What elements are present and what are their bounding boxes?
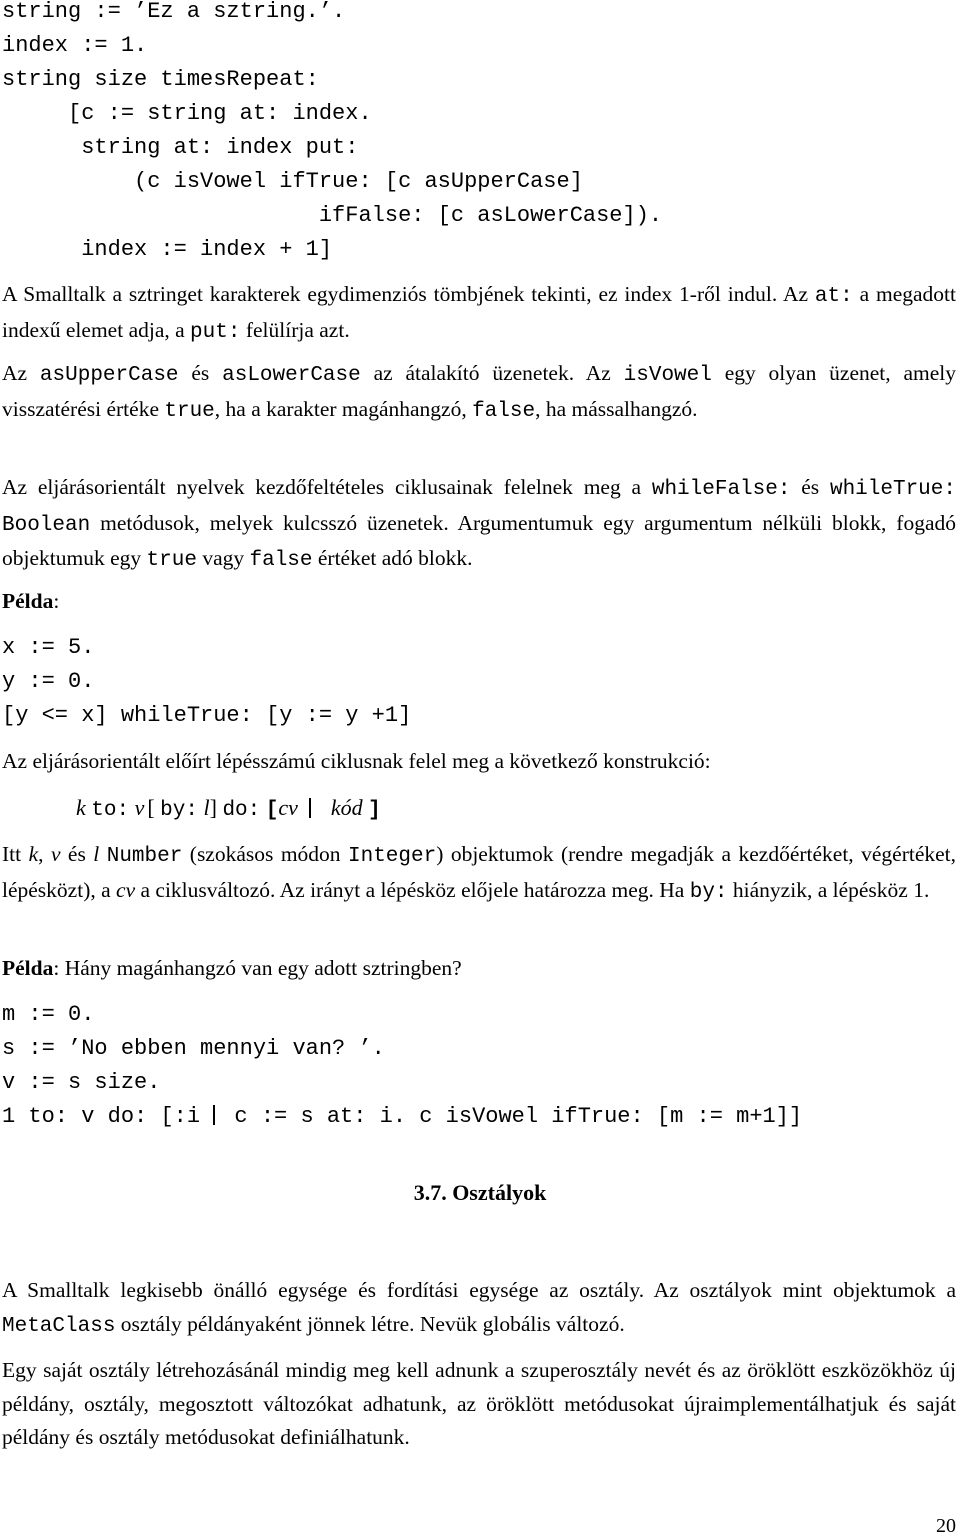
text-run: felülírja azt. xyxy=(240,317,350,342)
code-run: true xyxy=(164,399,215,423)
code-line: index := index + 1] xyxy=(2,237,333,262)
code-run: c := s at: i. c isVowel ifTrue: [m := m+1]] xyxy=(221,1104,803,1129)
example-label xyxy=(2,585,956,619)
code-run: asLowerCase xyxy=(222,364,361,387)
paragraph-case-conversion xyxy=(2,357,956,428)
code-line: string at: index put: xyxy=(2,135,359,160)
code-run: at: xyxy=(814,285,853,308)
text-run: a megadott indexű elemet adja, a xyxy=(2,282,956,342)
italic-run: v xyxy=(50,842,61,866)
text-run: , ha mássalhangzó. xyxy=(535,396,698,421)
text-run: , xyxy=(38,842,51,866)
code-run: MetaClass xyxy=(2,1314,116,1338)
code-run: by: xyxy=(689,880,728,904)
section-heading: 3.7. Osztályok xyxy=(413,1180,547,1205)
text-run: osztály példányaként jönnek létre. Nevük globális változó. xyxy=(115,1311,625,1336)
text-run: Itt xyxy=(2,842,29,866)
text-run: , ha a karakter magánhangzó, xyxy=(214,396,473,421)
code-line: (c isVowel ifTrue: [c asUpperCase] xyxy=(2,169,583,194)
example-label-bold: Példa xyxy=(2,589,54,613)
code-line: [c := string at: index. xyxy=(2,101,372,126)
example-2 xyxy=(2,952,956,986)
italic-run: l xyxy=(93,842,100,866)
bracket: ] xyxy=(209,795,217,820)
for-loop-construct xyxy=(76,791,676,828)
bracket: [ xyxy=(265,799,279,822)
text-run: ) objektumok (rendre megadják a kezdőértéket, végértéket, lépésközt), a xyxy=(2,842,957,902)
code-run: put: xyxy=(190,320,241,344)
code-line: string := ’Ez a sztring.’. xyxy=(2,0,346,24)
code-run: isVowel xyxy=(623,364,712,387)
code-line: string size timesRepeat: xyxy=(2,67,319,92)
text-run: és xyxy=(60,842,94,866)
code-run: Integer xyxy=(348,845,437,868)
text-run: A Smalltalk a sztringet karakterek egydimenziós tömbjének tekinti, ez index 1-ről indul. Az xyxy=(2,282,815,306)
text-run: metódusok, melyek kulcsszó üzenetek. Argumentumuk egy argumentum nélküli blokk, fogadó objektumuk egy xyxy=(2,510,956,570)
bracket: [ xyxy=(147,795,155,820)
construct-keyword: do: xyxy=(222,799,261,822)
text-run: : xyxy=(53,589,60,613)
construct-keyword: by: xyxy=(160,799,198,822)
italic-run: k xyxy=(28,842,39,866)
text-run: egy olyan üzenet, amely visszatérési értéke xyxy=(2,361,956,421)
paragraph-class-creation: Egy saját osztály létrehozásánál mindig meg kell adnunk a szuperosztály nevét és az öröklött eszközökhöz új példány, osztály, megosztott változókat adhatunk, az öröklött metódusokat újraimplementálhatjuk és saját példány és osztály metódusokat definiálhatunk. xyxy=(2,1358,956,1449)
text-run: és xyxy=(178,361,223,385)
construct-keyword: to: xyxy=(91,799,130,822)
paragraph-string-indexing xyxy=(2,278,956,349)
text-run: a ciklusváltozó. Az irányt a lépésköz előjele határozza meg. Ha xyxy=(135,877,690,902)
construct-var: k xyxy=(76,795,86,820)
text-run: (szokásos módon xyxy=(182,842,348,866)
example-label-bold: Példa xyxy=(2,956,54,980)
text-run: Az xyxy=(2,361,40,385)
italic-run: cv xyxy=(116,877,136,902)
text-run: és xyxy=(790,475,830,499)
code-block-while-example xyxy=(2,631,956,733)
construct-var: v xyxy=(134,795,145,820)
text-run: : Hány magánhangzó van egy adott sztringben? xyxy=(53,956,462,980)
code-line: s := ’No ebben mennyi van? ’. xyxy=(2,1036,385,1061)
code-line: index := 1. xyxy=(2,33,148,58)
paragraph-for-loop-intro: Az eljárásorientált előírt lépésszámú ciklusnak felel meg a következő konstrukció: xyxy=(2,749,711,773)
text-run: hiányzik, a lépésköz 1. xyxy=(727,877,930,902)
block-arg-separator xyxy=(213,1105,215,1125)
text-run: Az eljárásorientált nyelvek kezdőfeltételes ciklusainak felelnek meg a xyxy=(2,475,652,499)
construct-var: cv xyxy=(278,795,298,820)
code-line: m := 0. xyxy=(2,1002,95,1027)
text-run: A Smalltalk legkisebb önálló egysége és fordítási egysége az osztály. Az osztályok mint objektumok a xyxy=(2,1278,956,1302)
code-line: ifFalse: [c asLowerCase]). xyxy=(2,203,663,228)
code-run: 1 to: v do: [:i xyxy=(2,1104,214,1129)
code-block-vowel-count xyxy=(2,998,956,1134)
code-line: v := s size. xyxy=(2,1070,161,1095)
code-line: y := 0. xyxy=(2,669,95,694)
code-run: whileFalse: xyxy=(651,478,791,501)
construct-var: kód xyxy=(330,795,363,820)
code-run: asUpperCase xyxy=(39,364,179,387)
text-run: értéket adó blokk. xyxy=(312,546,473,570)
code-run: Number xyxy=(106,845,183,868)
text-run: az átalakító üzenetek. Az xyxy=(360,361,624,385)
bracket: ] xyxy=(368,799,381,822)
code-run: false xyxy=(249,549,313,572)
code-line: x := 5. xyxy=(2,635,95,660)
paragraph-classes-intro xyxy=(2,1274,956,1343)
code-run: true xyxy=(146,549,197,572)
page-number: 20 xyxy=(936,1515,956,1537)
code-run: whileTrue: Boolean xyxy=(2,478,956,537)
code-line xyxy=(2,1100,956,1134)
code-block-string-loop xyxy=(2,0,956,267)
paragraph-for-loop-explanation xyxy=(2,838,956,909)
text-run: vagy xyxy=(196,546,250,570)
paragraph-while-loops xyxy=(2,471,956,578)
construct-var: l xyxy=(203,795,210,820)
block-arg-separator xyxy=(309,798,311,818)
code-line: [y <= x] whileTrue: [y := y +1] xyxy=(2,703,412,728)
text-run xyxy=(99,842,106,866)
code-run: false xyxy=(472,399,536,423)
